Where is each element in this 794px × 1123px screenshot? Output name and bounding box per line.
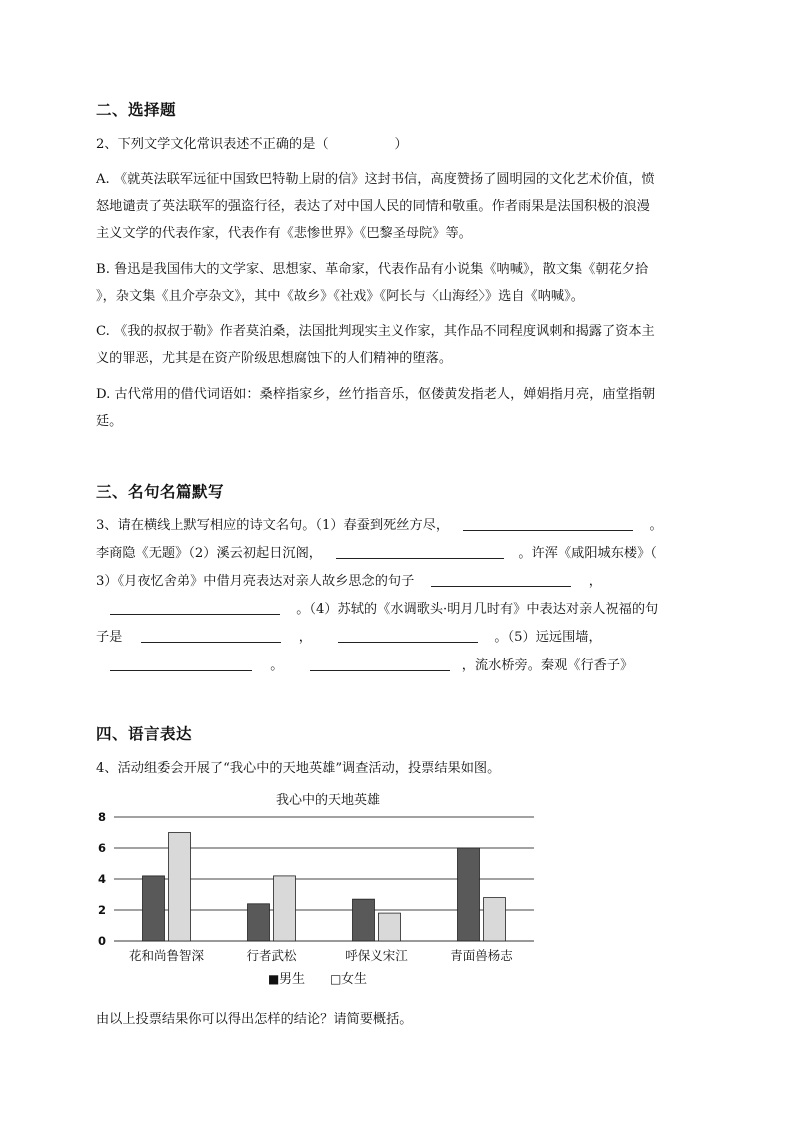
legend-swatch: ■ [268, 972, 280, 986]
legend-swatch: □ [330, 972, 342, 986]
x-tick-label: 行者武松 [246, 948, 297, 963]
fill-blank-4[interactable] [110, 600, 280, 615]
recitation-text: 。（4）苏轼的《水调歌头·明月几时有》中表达对亲人祝福的句 [296, 602, 659, 617]
recitation-line-2 [96, 542, 657, 561]
recitation-line-4 [110, 598, 658, 617]
recitation-text: ，流水桥旁。秦观《行香子》 [461, 658, 634, 673]
fill-blank-3[interactable] [431, 572, 571, 587]
option-c-line-1: C. 《我的叔叔于勒》作者莫泊桑，法国批判现实主义作家，其作品不同程度讽刺和揭露了资本主 [96, 324, 655, 339]
fill-blank-6[interactable] [338, 628, 478, 643]
recitation-text: 李商隐《无题》（2）溪云初起日沉阁， [96, 546, 322, 561]
bar-male [248, 904, 270, 941]
option-a-line-2: 怒地谴责了英法联军的强盗行径，表达了对中国人民的同情和敬重。作者雨果是法国积极的浪漫 [96, 199, 650, 214]
option-b-line-1: B. 鲁迅是我国伟大的文学家、思想家、革命家，代表作品有小说集《呐喊》，散文集《朝花夕拾 [96, 262, 649, 277]
option-a-line-1: A. 《就英法联军远征中国致巴特勒上尉的信》这封书信，高度赞扬了圆明园的文化艺术价值，愤 [96, 172, 655, 187]
recitation-line-6 [110, 654, 633, 673]
recitation-text: 。（5）远远围墙， [494, 630, 602, 645]
x-tick-label: 花和尚鲁智深 [128, 948, 205, 963]
recitation-text: 。许浑《咸阳城东楼》（ [518, 546, 657, 561]
recitation-line-1 [96, 514, 663, 533]
recitation-text: 。 [270, 658, 284, 673]
fill-blank-2[interactable] [336, 544, 504, 559]
section-heading-expression: 四、语言表达 [96, 725, 193, 743]
bar-male [353, 899, 375, 941]
question-4: 4、活动组委会开展了“我心中的天地英雄”调查活动，投票结果如图。 [96, 761, 501, 776]
option-b-line-2: 》，杂文集《且介亭杂文》，其中《故乡》《社戏》《阿长与〈山海经〉》选自《呐喊》。 [96, 289, 584, 304]
bar-male [458, 848, 480, 941]
y-tick-label: 4 [97, 872, 107, 886]
recitation-text: 3、请在横线上默写相应的诗文名句。（1）春蚕到死丝方尽， [96, 518, 450, 533]
bar-female [169, 833, 191, 942]
legend-label: 男生 [279, 972, 306, 987]
chart-y-ticks [98, 810, 106, 948]
recitation-line-5 [96, 626, 602, 645]
y-tick-label: 0 [97, 934, 107, 948]
option-c-line-2: 义的罪恶，尤其是在资产阶级思想腐蚀下的人们精神的堕落。 [96, 351, 453, 366]
bar-female [484, 898, 506, 941]
recitation-text: 3）《月夜忆舍弟》中借月亮表达对亲人故乡思念的句子 [96, 574, 415, 589]
legend-label: 女生 [341, 972, 368, 987]
recitation-line-3 [96, 570, 602, 589]
section-heading-choice: 二、选择题 [96, 101, 177, 119]
chart-x-labels [129, 948, 513, 963]
x-tick-label: 青面兽杨志 [450, 948, 513, 963]
recitation-text: ， [588, 574, 602, 589]
chart-title: 我心中的天地英雄 [275, 793, 381, 808]
bar-female [274, 876, 296, 941]
fill-blank-1[interactable] [463, 516, 633, 531]
option-d-line-1: D. 古代常用的借代词语如：桑梓指家乡，丝竹指音乐，伛偻黄发指老人，婵娟指月亮，庙堂指朝 [96, 387, 656, 402]
fill-blank-7[interactable] [110, 656, 252, 671]
chart-bars [143, 833, 506, 942]
option-d-line-2: 廷。 [96, 414, 123, 429]
chart-legend [268, 971, 367, 987]
recitation-text: 子是 [96, 630, 123, 645]
recitation-text: ， [298, 630, 312, 645]
vote-bar-chart [88, 785, 558, 995]
section-heading-recitation: 三、名句名篇默写 [96, 483, 225, 501]
question-4-followup: 由以上投票结果你可以得出怎样的结论？请简要概括。 [96, 1012, 413, 1027]
fill-blank-5[interactable] [141, 628, 281, 643]
y-tick-label: 2 [97, 903, 107, 917]
option-a-line-3: 主义文学的代表作家，代表作有《悲惨世界》《巴黎圣母院》等。 [96, 226, 472, 241]
bar-male [143, 876, 165, 941]
bar-female [379, 913, 401, 941]
x-tick-label: 呼保义宋江 [345, 948, 408, 963]
y-tick-label: 6 [97, 841, 107, 855]
fill-blank-8[interactable] [310, 656, 450, 671]
y-tick-label: 8 [97, 810, 107, 824]
question-2: 2、下列文学文化常识表述不正确的是（ ） [96, 137, 408, 152]
recitation-text: 。 [649, 518, 663, 533]
